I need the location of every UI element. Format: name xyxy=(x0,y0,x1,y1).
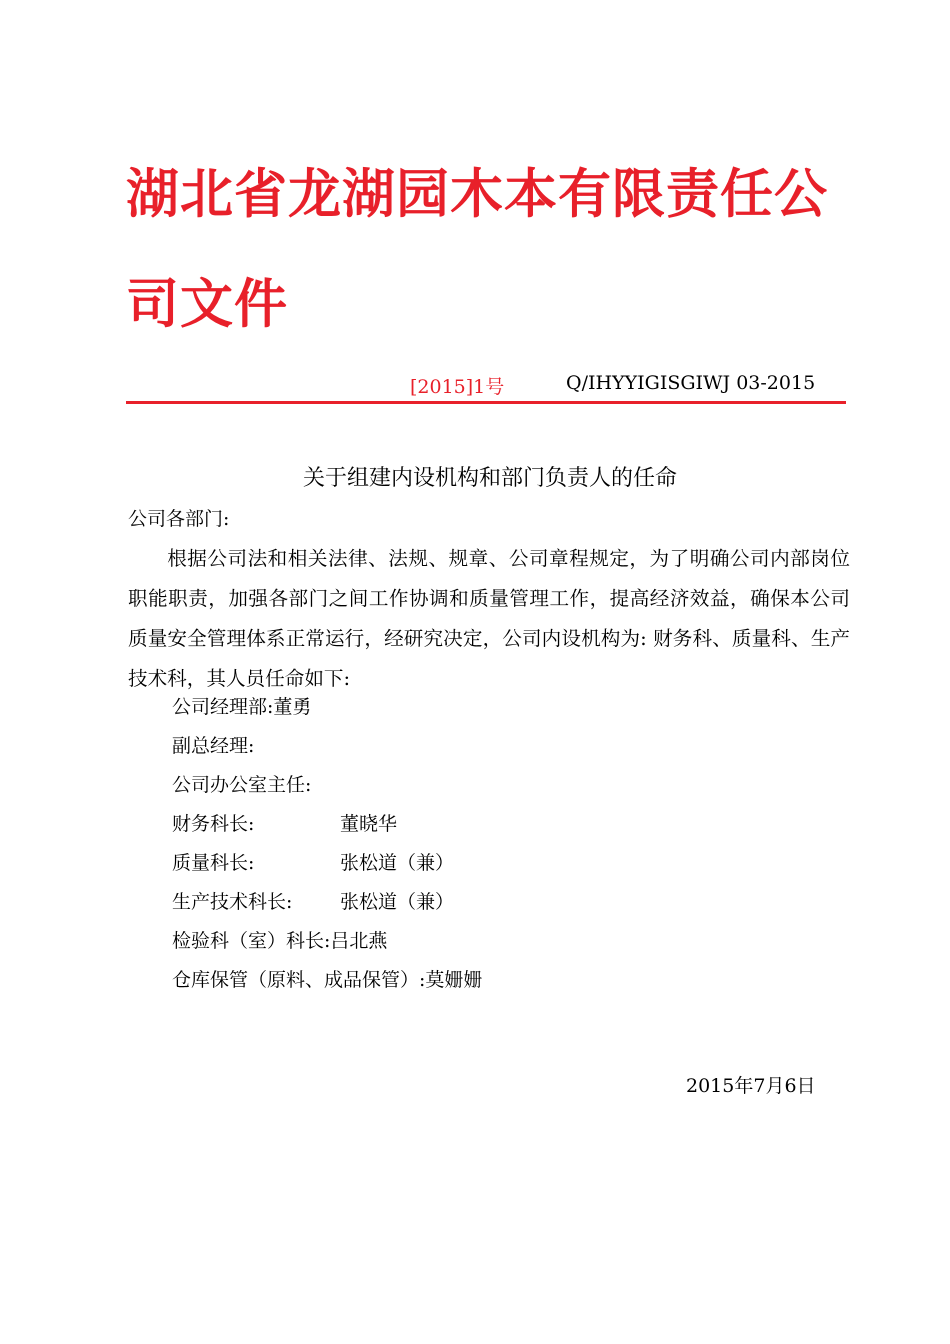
red-divider-line xyxy=(126,401,846,404)
appointment-role: 生产技术科长: xyxy=(172,891,293,913)
document-subject: 关于组建内设机构和部门负责人的任命 xyxy=(302,466,677,491)
appointee-name: 莫姗姗 xyxy=(425,969,483,991)
appointment-role: 仓库保管（原料、成品保管）: xyxy=(172,969,426,991)
appointee-name: 吕北燕 xyxy=(330,930,388,952)
appointee-name: 董勇 xyxy=(273,696,312,718)
body-paragraph: 根据公司法和相关法律、法规、规章、公司章程规定，为了明确公司内部岗位职能职责，加强各部门之间工作协调和质量管理工作，提高经济效益，确保本公司质量安全管理体系正常运行，经研究决定，公司内设机构为: 财务科、质量科、生产技术科，其人员任命如下: xyxy=(128,547,850,690)
appointment-row xyxy=(172,770,852,809)
appointment-row xyxy=(172,926,852,965)
appointment-list xyxy=(172,692,852,1004)
appointee-name: 董晓华 xyxy=(340,813,398,835)
company-document-title: 湖北省龙湖园木本有限责任公司文件 xyxy=(126,164,828,335)
appointment-row xyxy=(172,965,852,1004)
appointment-role: 财务科长: xyxy=(172,813,255,835)
appointment-row xyxy=(172,887,852,926)
appointee-name: 张松道（兼） xyxy=(340,891,455,913)
appointment-row xyxy=(172,809,852,848)
appointee-name: 张松道（兼） xyxy=(340,852,455,874)
appointment-role: 公司办公室主任: xyxy=(172,774,312,796)
appointment-role: 质量科长: xyxy=(172,852,255,874)
document-date: 2015年7月6日 xyxy=(686,1075,816,1097)
appointment-role: 公司经理部: xyxy=(172,696,274,718)
appointment-row xyxy=(172,731,852,770)
appointment-role: 副总经理: xyxy=(172,735,255,757)
salutation: 公司各部门: xyxy=(128,508,230,530)
appointment-role: 检验科（室）科长: xyxy=(172,930,331,952)
document-code: Q/IHYYIGISGIWJ 03-2015 xyxy=(566,372,816,394)
appointment-row xyxy=(172,692,852,731)
appointment-row xyxy=(172,848,852,887)
issue-number: [2015]1号 xyxy=(410,376,505,398)
